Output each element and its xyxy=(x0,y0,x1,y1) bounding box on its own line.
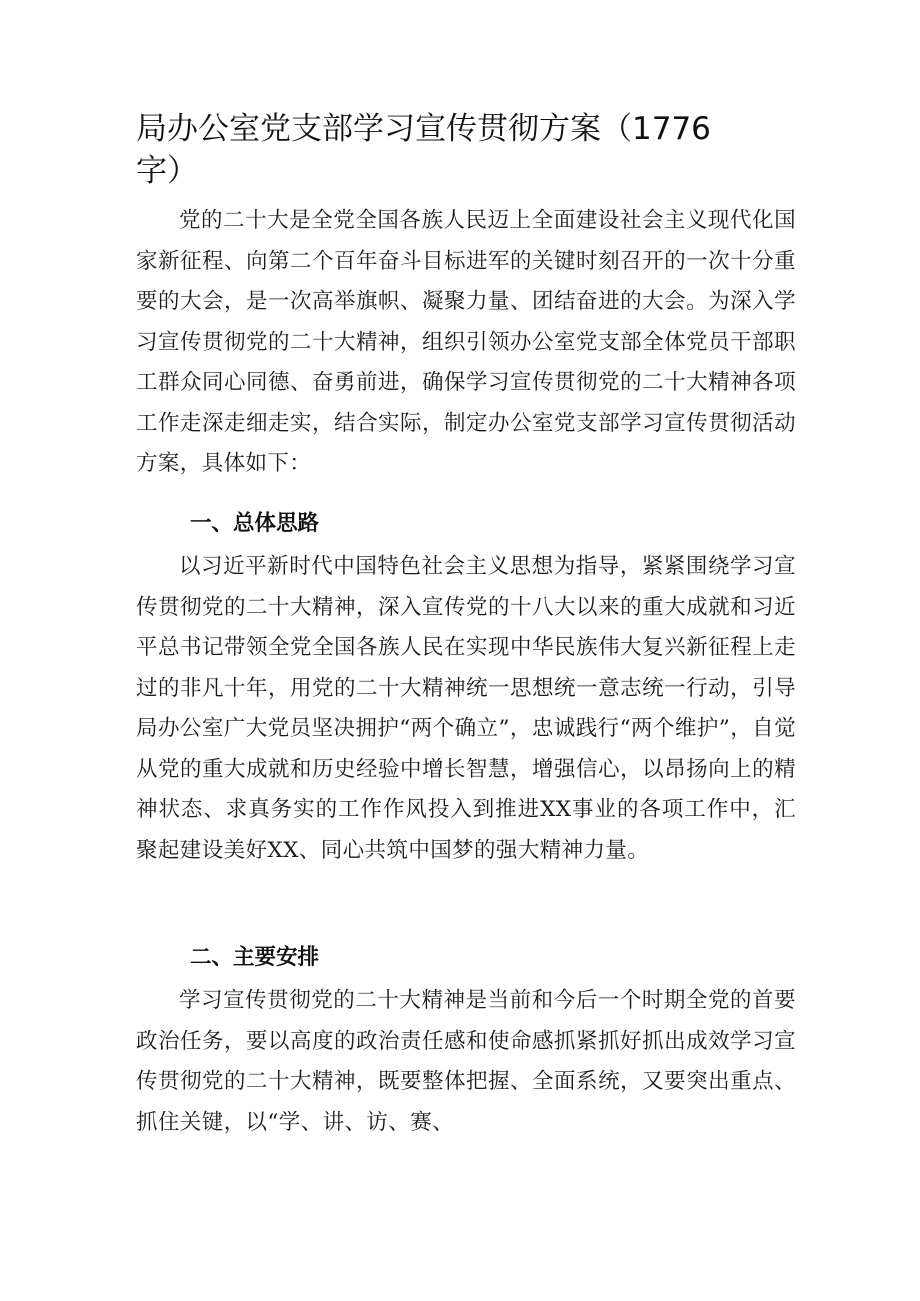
main-arrangements-paragraph: 学习宣传贯彻党的二十大精神是当前和今后一个时期全党的首要政治任务，要以高度的政治责任感和使命感抓紧抓好抓出成效学习宣传贯彻党的二十大精神，既要整体把握、全面系统，又要突出重点、抓住关键，以“学、讲、访、赛、 xyxy=(136,988,796,1135)
overall-approach-paragraph: 以习近平新时代中国特色社会主义思想为指导，紧紧围绕学习宣传贯彻党的二十大精神，深入宣传党的十八大以来的重大成就和习近平总书记带领全党全国各族人民在实现中华民族伟大复兴新征程上走过的非凡十年，用党的二十大精神统一思想统一意志统一行动，引导局办公室广大党员坚决拥护“两个确立”，忠诚践行“两个维护”，自觉从党的重大成就和历史经验中增长智慧，增强信心，以昂扬向上的精神状态、求真务实的工作作风投入到推进XX事业的各项工作中，汇聚起建设美好XX、同心共筑中国梦的强大精神力量。 xyxy=(136,554,796,863)
section-heading-overall-approach: 一、总体思路 xyxy=(190,511,320,536)
section-heading-main-arrangements: 二、主要安排 xyxy=(190,945,320,970)
intro-paragraph: 党的二十大是全党全国各族人民迈上全面建设社会主义现代化国家新征程、向第二个百年奋斗目标进军的关键时刻召开的一次十分重要的大会，是一次高举旗帜、凝聚力量、团结奋进的大会。为深入学习宣传贯彻党的二十大精神，组织引领办公室党支部全体党员干部职工群众同心同德、奋勇前进，确保学习宣传贯彻党的二十大精神各项工作走深走细走实，结合实际，制定办公室党支部学习宣传贯彻活动方案，具体如下： xyxy=(136,208,796,476)
document-title: 局办公室党支部学习宣传贯彻方案（1776字） xyxy=(136,111,711,189)
